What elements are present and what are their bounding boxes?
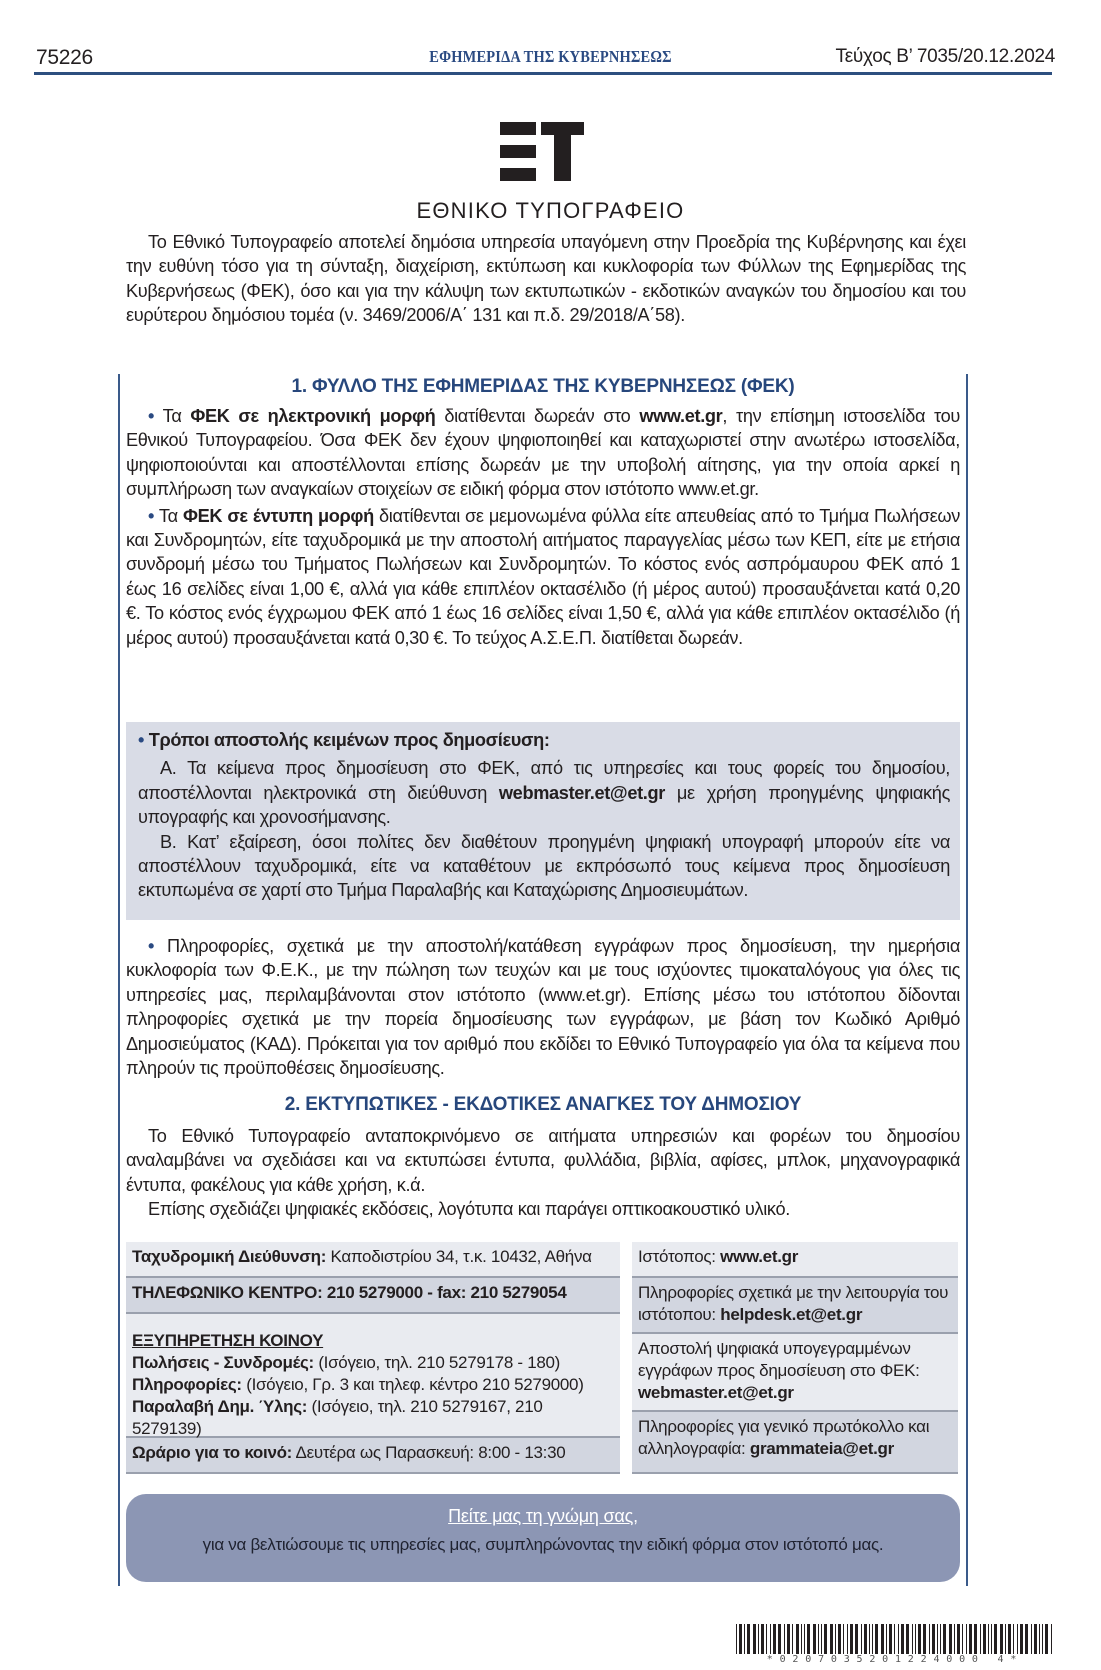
bold-text: ΦΕΚ σε έντυπη μορφή [183,505,374,526]
info-text: Πληροφορίες, σχετικά με την αποστολή/κατάθεση εγγράφων προς δημοσίευση, την ημερήσια κυκλοφορία των Φ.Ε.Κ., με την πώληση των τευχών και με τους ισχύοντες τιμοκαταλόγους για όλες τις υπηρεσίες μας, περιλαμβάνονται στον ιστότοπο (www.et.gr). Επίσης μέσω του ιστότοπου δίδονται πληροφορίες σχετικά με την πορεία δημοσίευσης των εγγράφων, με βάση τον Κωδικό Αριθμό Δημοσιεύματος (ΚΑΔ). Πρόκειται για τον αριθμό που εκδίδει το Εθνικό Τυπογραφείο για όλα τα κείμενα που πληρούν τις προϋποθέσεις δημοσίευσης. [126,936,960,1079]
helpdesk-email-link[interactable]: helpdesk.et@et.gr [720,1305,863,1324]
page-number: 75226 [36,46,93,69]
address-label: Ταχυδρομική Διεύθυνση: [132,1247,327,1266]
sales-line [132,1352,614,1374]
logo-text: ΕΘΝΙΚΟ ΤΥΠΟΓΡΑΦΕΙΟ [416,198,685,223]
public-service-title: ΕΞΥΠΗΡΕΤΗΣΗ ΚΟΙΝΟΥ [132,1331,324,1350]
submission-content [138,728,950,903]
sales-label: Πωλήσεις - Συνδρομές: [132,1353,314,1372]
info-paragraph [126,934,960,1080]
protocol-row [632,1412,958,1474]
info-label: Πληροφορίες: [132,1375,242,1394]
phone-row [126,1278,620,1314]
phone-center: ΤΗΛΕΦΩΝΙΚΟ ΚΕΝΤΡΟ: 210 5279000 - fax: 210 5279054 [132,1283,567,1302]
section-2-p2: Επίσης σχεδιάζει ψηφιακές εκδόσεις, λογότυπα και παράγει οπτικοακουστικό υλικό. [148,1199,790,1220]
barcode-icon [736,1624,1054,1654]
text: διατίθενται σε μεμονωμένα φύλλα είτε απευθείας από το Τμήμα Πωλήσεων και Συνδρομητών, είτε ταχυδρομικά με την αποστολή αιτήματος παραγγελίας μέσω των ΚΕΠ, είτε με ετήσια συνδρομή μέσω του Τμήματος Πωλήσεων και Συνδρομητών. Το κόστος ενός ασπρόμαυρου ΦΕΚ από 1 έως 16 σελίδες είναι 1,00 €, αλλά για κάθε επιπλέον οκτασέλιδο (ή μέρος αυτού) προσαυξάνεται κατά 0,20 €. Το κόστος ενός έγχρωμου ΦΕΚ από 1 έως 16 σελίδες είναι 1,50 €, αλλά για κάθε επιπλέον οκτασέλιδο (ή μέρος αυτού) προσαυξάνεται κατά 0,30 €. Το τεύχος Α.Σ.Ε.Π. διατίθεται δωρεάν. [126,505,961,648]
info-line [132,1374,614,1396]
website-label: Ιστότοπος: [638,1247,721,1266]
section-2-title: 2. ΕΚΤΥΠΩΤΙΚΕΣ - ΕΚΔΟΤΙΚΕΣ ΑΝΑΓΚΕΣ ΤΟΥ ΔΗΜΟΣΙΟΥ [284,1094,802,1115]
electronic-paragraph [126,404,960,502]
publication-title: ΕΦΗΜΕΡΙΔΑ ΤΗΣ ΚΥΒΕΡΝΗΣΕΩΣ [429,47,672,66]
receipt-label: Παραλαβή Δημ. Ύλης: [132,1397,308,1416]
receipt-value: (Ισόγειο, τηλ. 210 5279167, 210 5279139) [132,1397,543,1438]
text: Τα [162,406,191,426]
hours-value: Δευτέρα ως Παρασκευή: 8:00 - 13:30 [292,1443,566,1462]
et-logo-icon [500,122,584,181]
hours-row [126,1438,620,1474]
website-link[interactable]: www.et.gr [639,406,723,426]
frame-border-left [118,374,120,1586]
public-service-row [126,1314,620,1438]
printed-paragraph [126,504,960,650]
helpdesk-row [632,1278,958,1334]
text: με χρήση προηγμένης ψηφιακής υπογραφής και χρονοσήμανσης. [138,782,950,828]
info-value: (Ισόγειο, Γρ. 3 και τηλεφ. κέντρο 210 5279000) [241,1375,584,1394]
feedback-link[interactable]: Πείτε μας τη γνώμη σας, [448,1506,638,1526]
submit-row [632,1334,958,1412]
header-rule [34,72,1052,75]
intro-paragraph [126,230,966,328]
feedback-box [126,1494,960,1582]
bullet-icon: • [148,406,155,426]
intro-text: Το Εθνικό Τυπογραφείο αποτελεί δημόσια υπηρεσία υπαγόμενη στην Προεδρία της Κυβέρνησης και έχει την ευθύνη τόσο για τη σύνταξη, διαχείριση, εκτύπωση και κυκλοφορία των Φύλλων της Εφημερίδας της Κυβερνήσεως (ΦΕΚ), όσο και για την κάλυψη των εκτυπωτικών - εκδοτικών αναγκών του δημοσίου και του ευρύτερου δημόσιου τομέα (ν. 3469/2006/Α΄ 131 και π.δ. 29/2018/Α΄58). [126,232,966,326]
feedback-subtitle: για να βελτιώσουμε τις υπηρεσίες μας, συμπληρώνοντας την ειδική φόρμα στον ιστότοπό μας. [202,1535,884,1554]
submission-a [138,756,950,829]
webmaster-email-link[interactable]: webmaster.et@et.gr [638,1383,794,1402]
bullet-icon: • [148,505,155,526]
webmaster-email-link[interactable]: webmaster.et@et.gr [498,782,665,803]
section-1-body [126,404,960,650]
submit-label: Αποστολή ψηφιακά υπογεγραμμένων εγγράφων προς δημοσίευση στο ΦΕΚ: [638,1339,920,1380]
info-text-wrap [126,934,960,1080]
address-row [126,1242,620,1278]
receipt-line [132,1396,614,1440]
text: διατίθενται δωρεάν στο [435,406,640,426]
helpdesk-label: Πληροφορίες σχετικά με την λειτουργία του ιστότοπου: [638,1283,949,1324]
submission-b: Β. Κατ’ εξαίρεση, όσοι πολίτες δεν διαθέτουν προηγμένη ψηφιακή υπογραφή μπορούν είτε να αποστέλλουν ταχυδρομικά, είτε να καταθέτουν με εκπρόσωπό τους κείμενα προς δημοσίευση εκτυπωμένα σε χαρτί στο Τμήμα Παραλαβής και Καταχώρισης Δημοσιευμάτων. [138,831,950,901]
text: Τα [158,505,183,526]
frame-border-right [966,374,968,1586]
protocol-label: Πληροφορίες για γενικό πρωτόκολλο και αλληλογραφία: [638,1417,930,1458]
text: Α. Τα κείμενα προς δημοσίευση στο ΦΕΚ, από τις υπηρεσίες και τους φορείς του δημοσίου, αποστέλλονται ηλεκτρονικά στη διεύθυνση [138,758,950,803]
text: , την επίσημη ιστοσελίδα του Εθνικού Τυπογραφείου. Όσα ΦΕΚ δεν έχουν ψηφιοποιηθεί και καταχωριστεί στην ανωτέρω ιστοσελίδα, ψηφιοποιούνται και αποστέλλονται επίσης δωρεάν με την υποβολή αίτησης, για την οποία αρκεί η συμπλήρωση των αναγκαίων στοιχείων σε ειδική φόρμα στον ιστότοπο www.et.gr. [126,406,960,500]
bold-text: ΦΕΚ σε ηλεκτρονική μορφή [190,406,436,426]
bullet-icon: • [138,730,145,750]
section-1-title: 1. ΦΥΛΛΟ ΤΗΣ ΕΦΗΜΕΡΙΔΑΣ ΤΗΣ ΚΥΒΕΡΝΗΣΕΩΣ (ΦΕΚ) [291,376,795,397]
barcode-number: *0207035201224000 4* [766,1654,1024,1665]
website-row [632,1242,958,1278]
hours-label: Ωράριο για το κοινό: [132,1443,293,1462]
submission-title [138,728,950,752]
issue-label: Τεύχος Β’ 7035/20.12.2024 [835,46,1055,67]
section-2-p1: Το Εθνικό Τυπογραφείο ανταποκρινόμενο σε αιτήματα υπηρεσιών και φορέων του δημοσίου αναλαμβάνει να σχεδιάσει και να εκτυπώσει έντυπα, φυλλάδια, βιβλία, αφίσες, μπλοκ, μηχανογραφικά έντυπα, φακέλους για κάθε χρήση, κ.ά. [126,1126,960,1195]
section-2-body [126,1124,960,1222]
grammateia-email-link[interactable]: grammateia@et.gr [749,1439,894,1458]
sales-value: (Ισόγειο, τηλ. 210 5279178 - 180) [313,1353,561,1372]
submission-title-text: Τρόποι αποστολής κειμένων προς δημοσίευση: [148,730,550,750]
website-link[interactable]: www.et.gr [720,1247,799,1266]
address-value: Καποδιστρίου 34, τ.κ. 10432, Αθήνα [326,1247,592,1266]
bullet-icon: • [148,936,155,956]
